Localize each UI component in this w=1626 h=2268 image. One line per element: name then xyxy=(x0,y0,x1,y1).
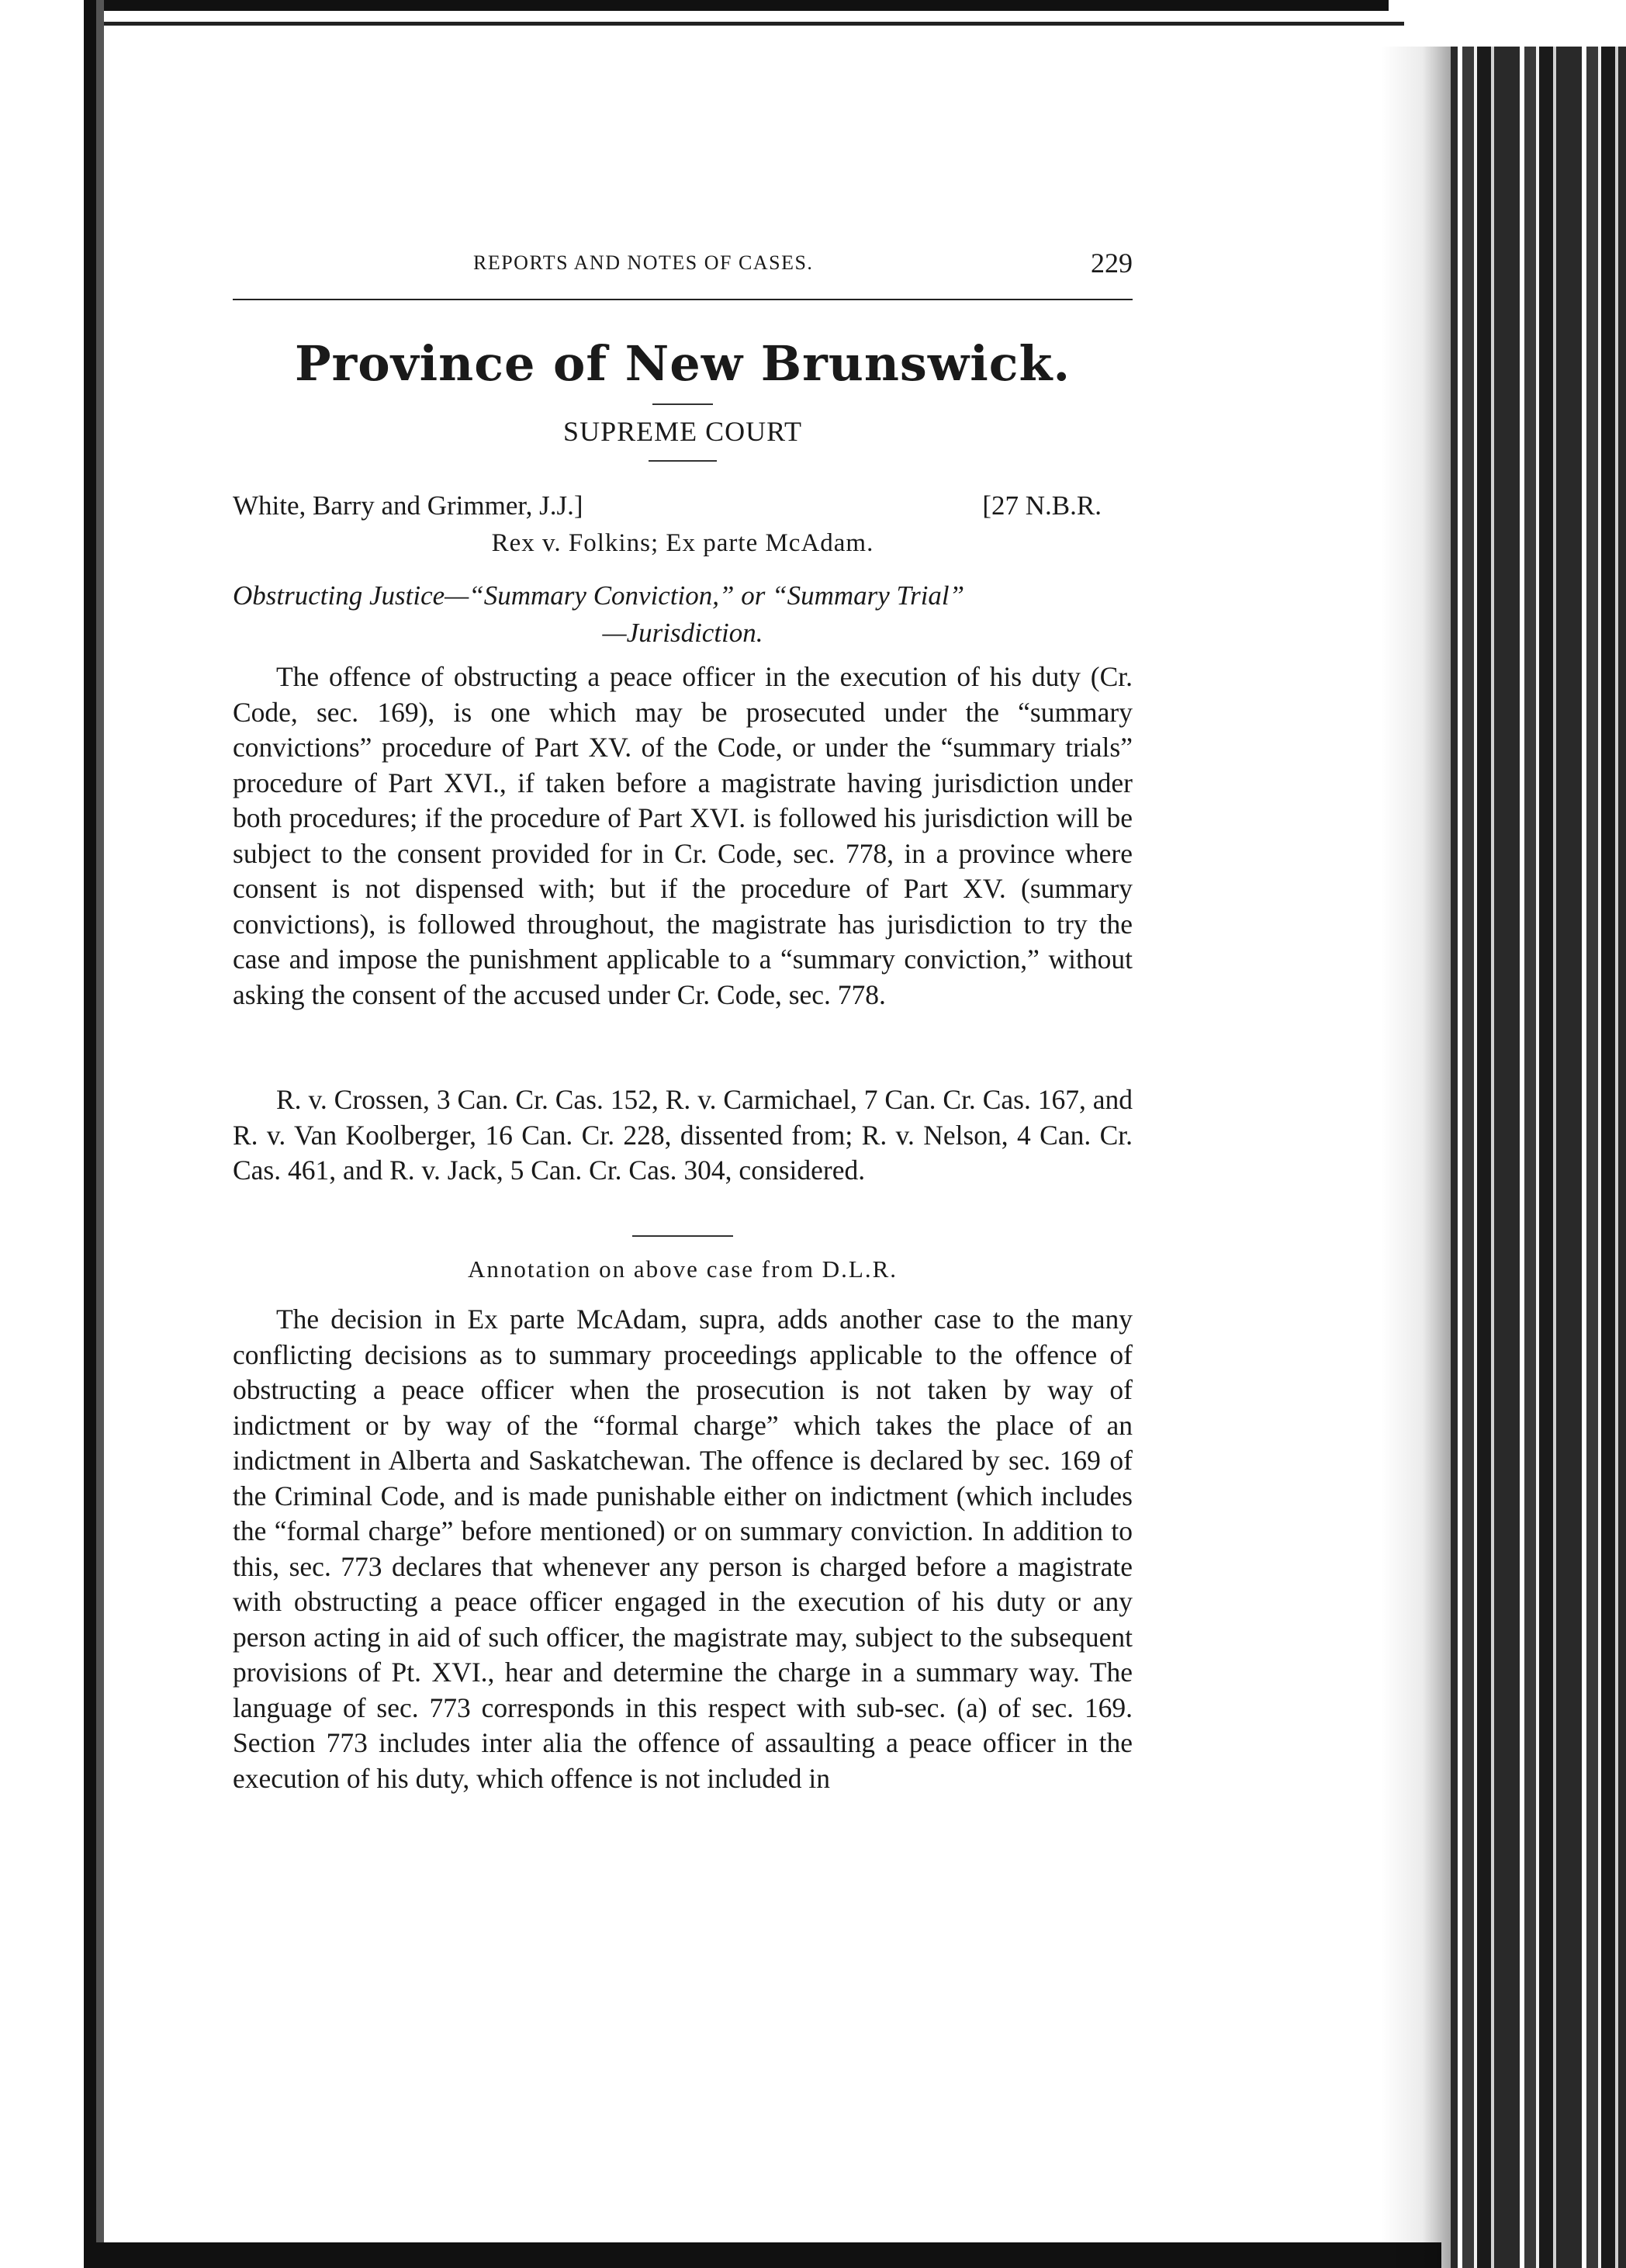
page-gutter-shadow xyxy=(1381,47,1451,2268)
scan-edge-top xyxy=(85,0,1389,11)
scan-edge-top-line xyxy=(85,22,1404,26)
annotation-heading: Annotation on above case from D.L.R. xyxy=(467,1255,898,1283)
case-name: Rex v. Folkins; Ex parte McAdam. xyxy=(491,529,874,557)
court-heading: SUPREME COURT xyxy=(563,416,802,447)
judges-line: White, Barry and Grimmer, J.J.] xyxy=(233,490,583,521)
report-citation: [27 N.B.R. xyxy=(982,490,1102,521)
short-divider xyxy=(632,1235,733,1237)
running-head-title: REPORTS AND NOTES OF CASES. xyxy=(473,251,814,274)
province-heading: Province of New Brunswick. xyxy=(294,335,1071,392)
holding-paragraph xyxy=(233,660,1133,1013)
scan-edge-left xyxy=(84,0,96,2268)
scan-edge-left-shade xyxy=(96,0,104,2268)
cases-cited-text: R. v. Crossen, 3 Can. Cr. Cas. 152, R. v. Carmichael, 7 Can. Cr. Cas. 167, and R. v. Van Koolberger, 16 Can. Cr. 228, dissented from; R. v. Nelson, 4 Can. Cr. Cas. 461, and R. v. Jack, 5 Can. Cr. Cas. 304, considered. xyxy=(233,1084,1133,1186)
headnote-subject: Obstructing Justice—“Summary Conviction,” or “Summary Trial” xyxy=(233,580,965,611)
page-number: 229 xyxy=(1091,248,1133,279)
short-divider xyxy=(652,403,713,405)
holding-text: The offence of obstructing a peace officer in the execution of his duty (Cr. Code, sec. 169), is one which may be prosecuted under the “summary convictions” procedure of Part XV. of the Code, or under the “summary trials” procedure of Part XVI., if taken before a magistrate having jurisdiction under both procedures; if the procedure of Part XVI. is followed his jurisdiction will be subject to the consent provided for in Cr. Code, sec. 778, in a province where consent is not dispensed with; but if the procedure of Part XV. (summary convictions), is followed throughout, the magistrate has jurisdiction to try the case and impose the punishment applicable to a “summary conviction,” without asking the consent of the accused under Cr. Code, sec. 778. xyxy=(233,661,1133,1010)
running-head xyxy=(233,247,1133,286)
annotation-text: The decision in Ex parte McAdam, supra, adds another case to the many conflicting decisions as to summary proceedings applicable to the offence of obstructing a peace officer when the prosecution is not taken by way of indictment or by way of the “formal charge” which takes the place of an indictment in Alberta and Saskatchewan. The offence is declared by sec. 169 of the Criminal Code, and is made punishable either on indictment (which includes the “formal charge” before mentioned) or on summary conviction. In addition to this, sec. 773 declares that whenever any person is charged before a magistrate with obstructing a peace officer engaged in the execution of his duty or any person acting in aid of such officer, the magistrate may, subject to the subsequent provisions of Pt. XVI., hear and determine the charge in a summary way. The language of sec. 773 corresponds in this respect with sub-sec. (a) of sec. 169. Section 773 includes inter alia the offence of assaulting a peace officer in the execution of his duty, which offence is not included in xyxy=(233,1304,1133,1794)
book-page-edges xyxy=(1451,47,1626,2268)
cases-cited-paragraph xyxy=(233,1082,1133,1189)
headnote-subject-continued: —Jurisdiction. xyxy=(602,618,763,648)
annotation-paragraph xyxy=(233,1302,1133,1796)
scan-edge-bottom xyxy=(84,2242,1441,2268)
header-rule xyxy=(233,299,1133,300)
short-divider xyxy=(649,460,717,462)
